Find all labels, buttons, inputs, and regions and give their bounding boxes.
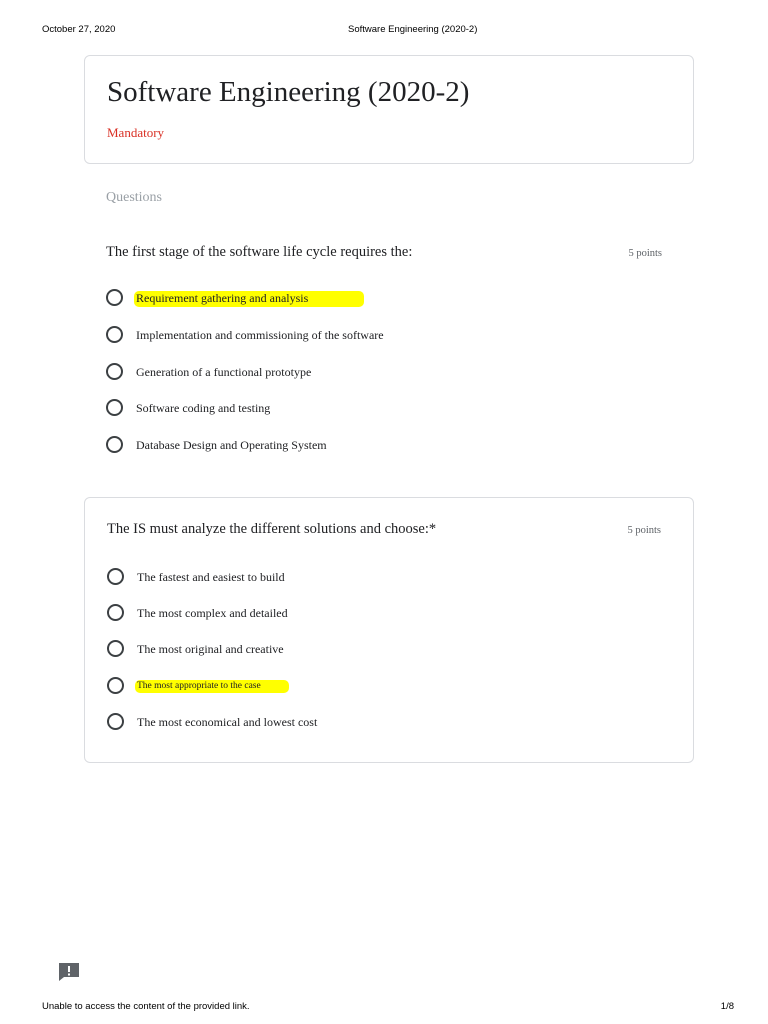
radio-unchecked-icon[interactable] (106, 363, 123, 380)
radio-option[interactable] (107, 676, 627, 698)
option-label: Software coding and testing (136, 401, 271, 415)
radio-option[interactable] (107, 567, 627, 589)
option-label: The most original and creative (137, 642, 284, 656)
page-number: 1/8 (720, 1001, 734, 1012)
radio-unchecked-icon[interactable] (107, 568, 124, 585)
mandatory-label: Mandatory (107, 125, 165, 140)
question-text: The IS must analyze the different solutions and choose:* (107, 521, 437, 537)
print-date: October 27, 2020 (42, 24, 116, 35)
option-label: The most complex and detailed (137, 606, 288, 620)
radio-unchecked-icon[interactable] (107, 677, 124, 694)
option-label: Implementation and commissioning of the software (136, 328, 384, 342)
radio-unchecked-icon[interactable] (106, 326, 123, 343)
question-points: 5 points (627, 525, 661, 536)
radio-option[interactable] (106, 288, 626, 310)
print-header (42, 24, 734, 38)
radio-unchecked-icon[interactable] (107, 640, 124, 657)
option-label-highlighted: The most appropriate to the case (135, 680, 289, 693)
form-title: Software Engineering (2020-2) (107, 76, 470, 108)
radio-unchecked-icon[interactable] (106, 436, 123, 453)
report-feedback-icon[interactable] (58, 962, 80, 982)
option-label: The most economical and lowest cost (137, 715, 318, 729)
option-label: Database Design and Operating System (136, 438, 327, 452)
print-title: Software Engineering (2020-2) (348, 24, 478, 35)
print-footer (42, 1001, 734, 1015)
form-header-card (84, 55, 694, 164)
option-label: The fastest and easiest to build (137, 570, 285, 584)
radio-option[interactable] (107, 603, 627, 625)
radio-option[interactable] (107, 639, 627, 661)
radio-unchecked-icon[interactable] (106, 399, 123, 416)
radio-option[interactable] (106, 325, 626, 347)
radio-unchecked-icon[interactable] (106, 289, 123, 306)
radio-option[interactable] (106, 362, 626, 384)
option-label: Generation of a functional prototype (136, 365, 312, 379)
radio-unchecked-icon[interactable] (107, 713, 124, 730)
radio-option[interactable] (107, 712, 627, 734)
radio-option[interactable] (106, 398, 626, 420)
question-points: 5 points (628, 248, 662, 259)
footer-note: Unable to access the content of the provided link. (42, 1001, 250, 1012)
option-label-highlighted: Requirement gathering and analysis (134, 291, 364, 307)
section-label: Questions (106, 190, 162, 205)
question-card-2 (84, 497, 694, 763)
radio-unchecked-icon[interactable] (107, 604, 124, 621)
question-text: The first stage of the software life cycle requires the: (106, 244, 413, 260)
radio-option[interactable] (106, 435, 626, 457)
question-card-1 (84, 228, 694, 468)
